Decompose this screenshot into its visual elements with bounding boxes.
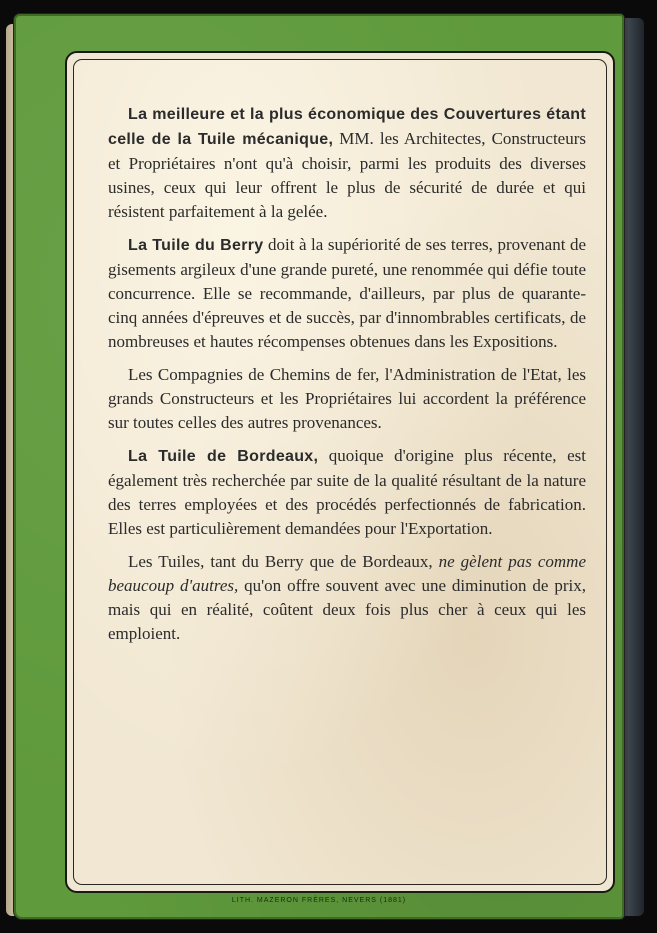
- text-panel: [73, 59, 607, 885]
- paragraph-5-after: qu'on offre souvent avec une diminution de prix, mais qui en réalité, coûtent deux fois plus cher à ceux qui les emploient.: [108, 576, 586, 643]
- advert-text: [108, 102, 586, 655]
- paragraph-5-before: Les Tuiles, tant du Berry que de Bordeaux,: [128, 552, 439, 571]
- paragraph-5: [108, 550, 586, 646]
- paragraph-4-body: quoique d'origine plus récente, est également très recherchée par suite de la qualité résultant de la nature des terres employées et des procédés perfectionnés de fabrication. Elles est particulièrement demandées pour l'Exportation.: [108, 446, 586, 538]
- paragraph-4-heading: La Tuile de Bordeaux,: [128, 448, 319, 465]
- paragraph-5-italic: ne gèlent pas comme beaucoup d'autres,: [108, 552, 587, 595]
- paragraph-1-body: MM. les Architectes, Constructeurs et Propriétaires n'ont qu'à choisir, parmi les produits des diverses usines, ceux qui leur offrent le plus de sécurité de durée et qui résistent parfaitement à la gelée.: [108, 129, 587, 221]
- paragraph-1-heading: La meilleure et la plus économique des Couvertures étant celle de la Tuile mécanique,: [108, 106, 586, 148]
- paragraph-1: [108, 102, 586, 224]
- text-frame: [65, 51, 615, 893]
- paragraph-2-body: doit à la supériorité de ses terres, provenant de gisements argileux d'une grande pureté, une renommée qui défie toute concurrence. Elle se recommande, d'ailleurs, par plus de quarante-cinq années d'épreuves et de succès, par d'innombrables certificats, de nombreuses et hautes récompenses obtenues dans les Expositions.: [108, 235, 587, 351]
- printer-imprint: LITH. MAZERON FRÈRES, NEVERS (1881): [231, 897, 407, 904]
- paragraph-4: [108, 444, 586, 541]
- book-back-cover: [14, 14, 624, 919]
- paragraph-2-heading: La Tuile du Berry: [128, 237, 264, 254]
- paragraph-2: [108, 233, 586, 354]
- paragraph-3-body: Les Compagnies de Chemins de fer, l'Administration de l'Etat, les grands Constructeurs et les Propriétaires lui accordent la préférence sur toutes celles des autres provenances.: [108, 365, 586, 432]
- paragraph-3: [108, 363, 586, 435]
